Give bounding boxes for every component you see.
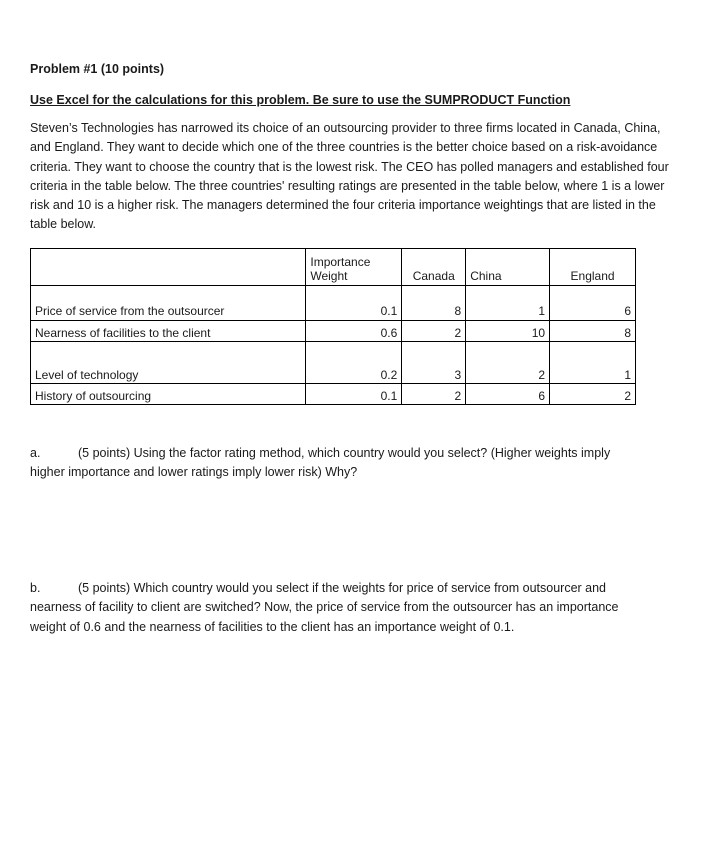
criteria-cell: History of outsourcing [31,384,306,405]
table-row [31,321,636,342]
table-row [31,342,636,384]
canada-cell: 3 [402,342,466,384]
weight-cell: 0.1 [306,384,402,405]
criteria-cell: Nearness of facilities to the client [31,321,306,342]
england-cell: 6 [550,286,636,321]
criteria-table [30,248,636,405]
question-b-text: (5 points) Which country would you select if the weights for price of service from outsourcer and nearness of facility to client are switched? Now, the price of service from the outsourcer has an importance weight of 0.6 and the nearness of facilities to the client has an importance weight of 0.1. [30,581,619,634]
question-a-label: a. [30,446,41,460]
problem-paragraph: Steven’s Technologies has narrowed its choice of an outsourcing provider to three firms located in Canada, China, and England. They want to decide which one of the three countries is the better choice based on a risk-avoidance criteria. They want to choose the country that is the lowest risk. The CEO has polled managers and established four criteria in the table below. The three countries' resulting ratings are presented in the table below, where 1 is a lower risk and 10 is a higher risk. The managers determined the four criteria importance weightings that are listed in the table below. [30,121,669,232]
table-header-row [31,249,636,286]
table-row [31,286,636,321]
england-cell: 1 [550,342,636,384]
canada-cell: 2 [402,384,466,405]
canada-cell: 2 [402,321,466,342]
weight-cell: 0.2 [306,342,402,384]
china-cell: 10 [466,321,550,342]
china-cell: 6 [466,384,550,405]
question-a [30,444,640,483]
problem-title: Problem #1 (10 points) [30,62,165,76]
canada-cell: 8 [402,286,466,321]
header-criteria [31,249,306,286]
china-cell: 2 [466,342,550,384]
table-row [31,384,636,405]
header-canada: Canada [402,249,466,286]
instruction-text: Use Excel for the calculations for this problem. Be sure to use the SUMPRODUCT Function [30,93,571,107]
criteria-cell: Price of service from the outsourcer [31,286,306,321]
document-page [30,62,670,634]
china-cell: 1 [466,286,550,321]
header-china: China [466,249,550,286]
question-a-text: (5 points) Using the factor rating method, which country would you select? (Higher weights imply higher importance and lower ratings imply lower risk) Why? [30,446,611,480]
england-cell: 2 [550,384,636,405]
weight-cell: 0.1 [306,286,402,321]
weight-cell: 0.6 [306,321,402,342]
criteria-cell: Level of technology [31,342,306,384]
question-b [30,579,640,637]
question-b-label: b. [30,581,41,595]
england-cell: 8 [550,321,636,342]
header-england: England [550,249,636,286]
header-weight: Importance Weight [306,249,402,286]
